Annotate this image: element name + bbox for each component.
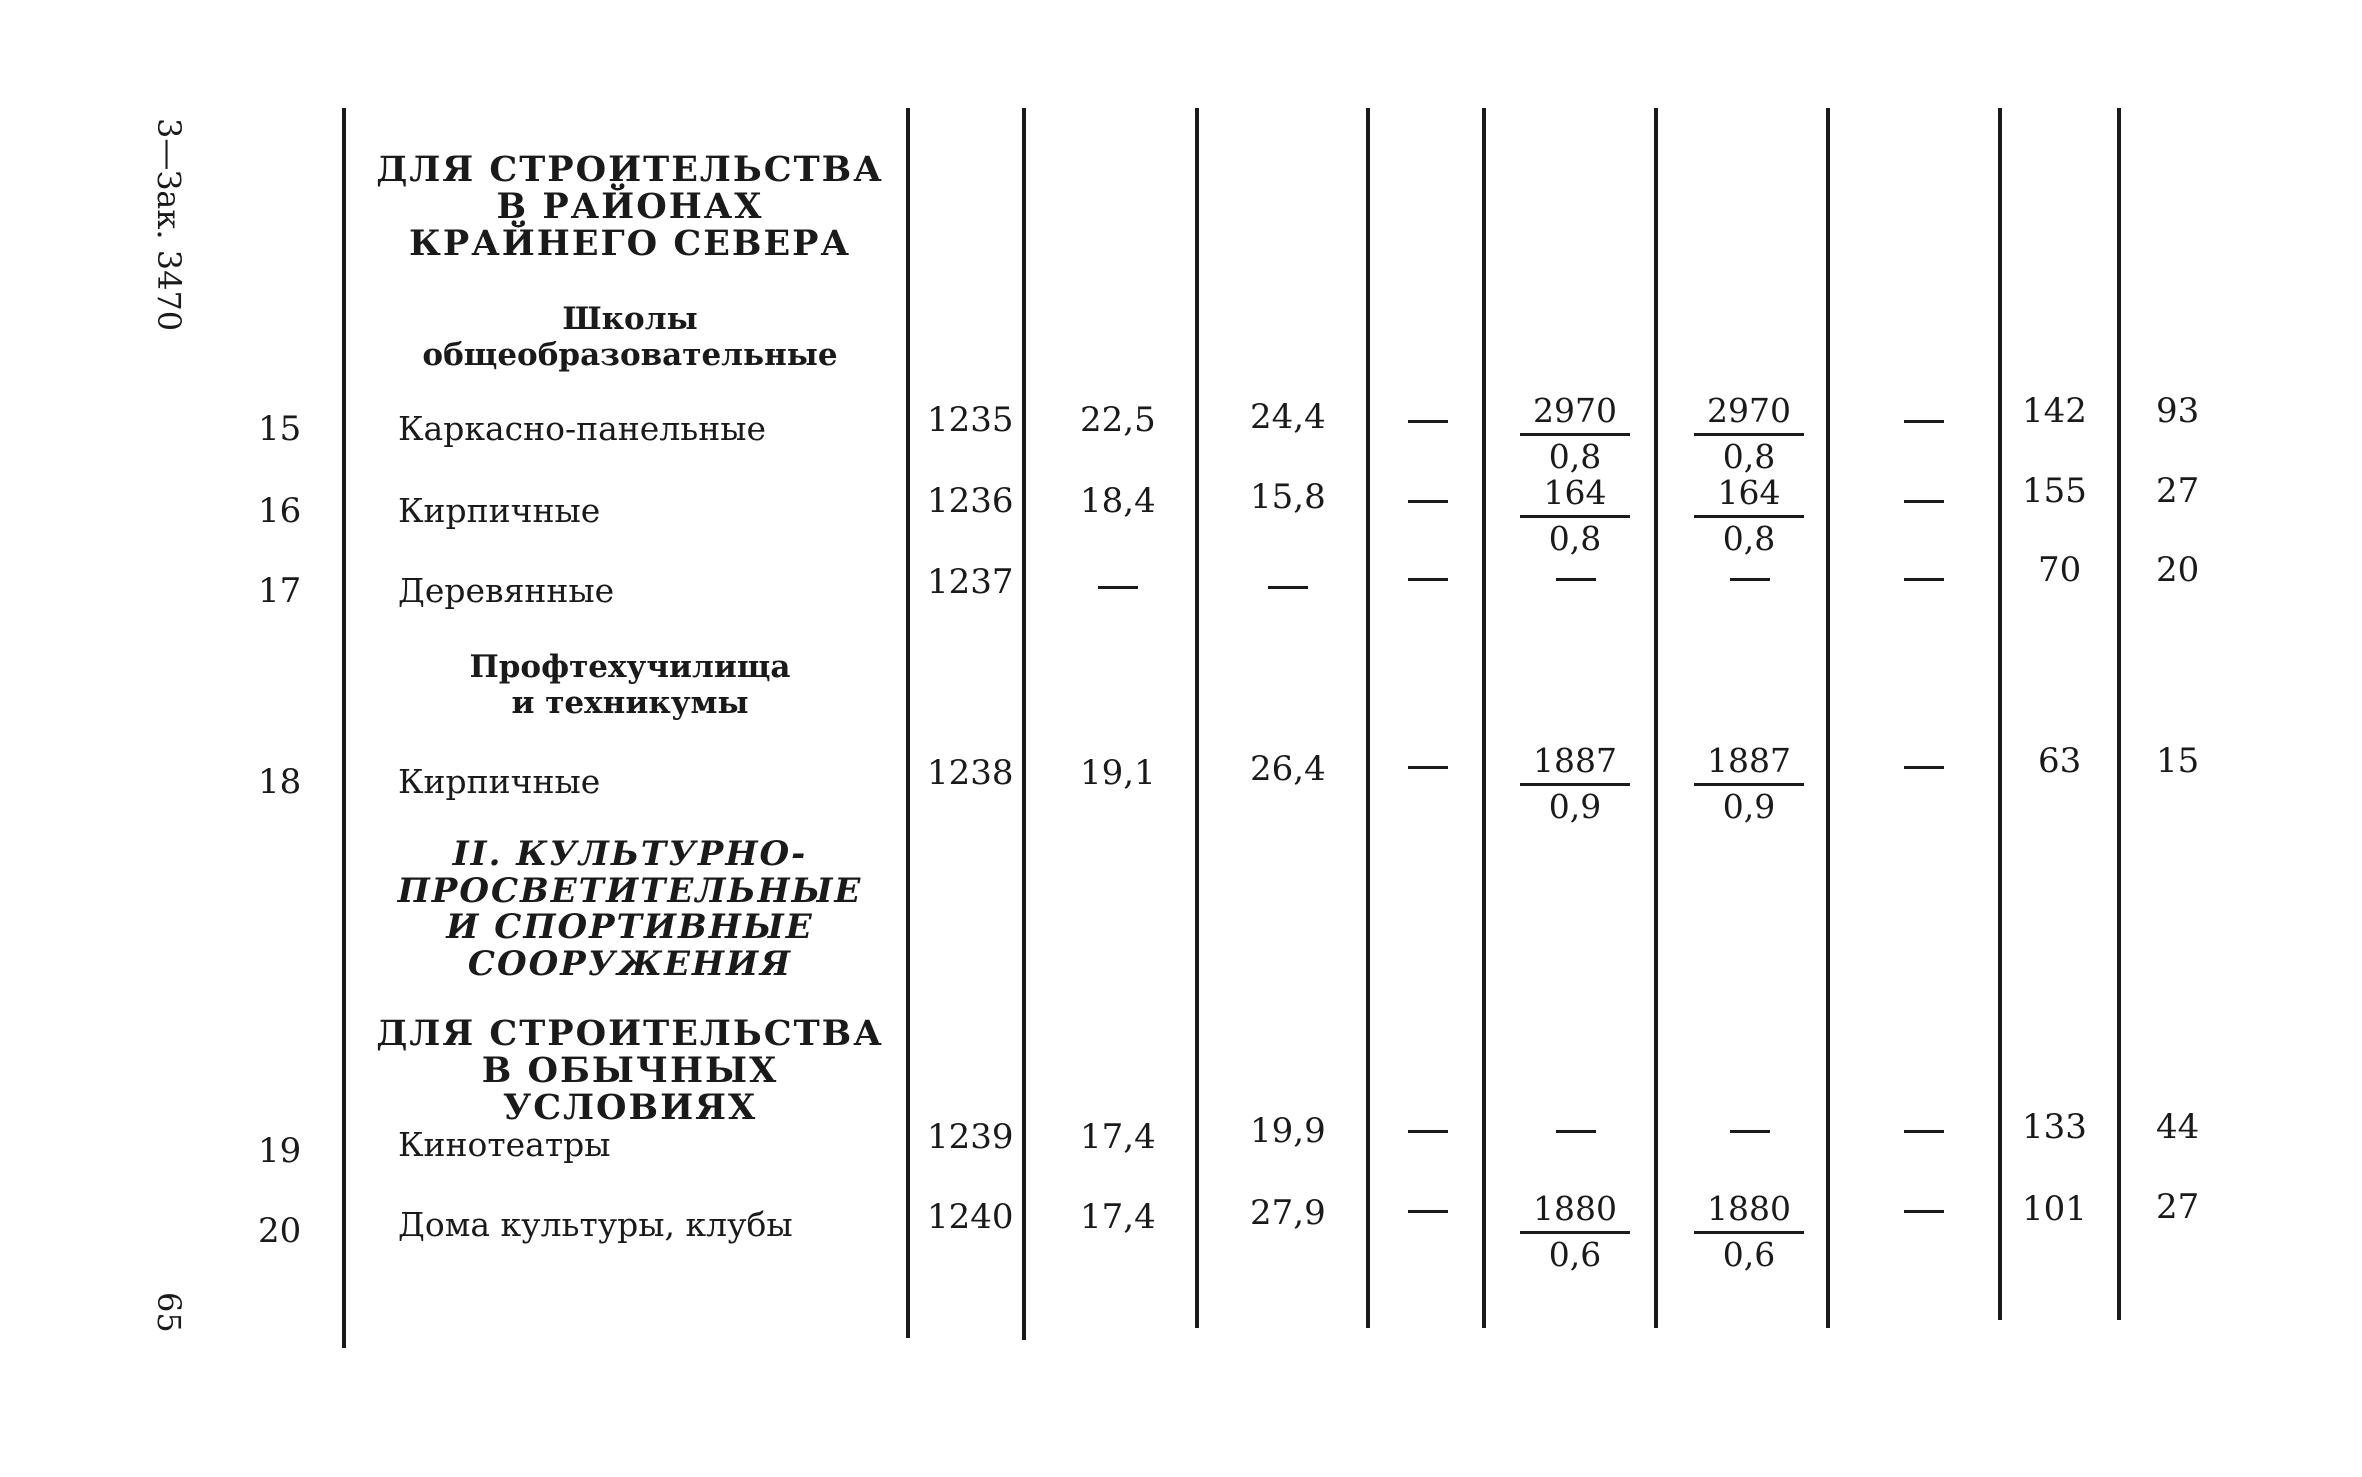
column-rule xyxy=(1826,108,1830,1328)
empty-dash xyxy=(1408,578,1448,581)
fraction-numerator: 2970 xyxy=(1533,391,1617,430)
section-header-north: ДЛЯ СТРОИТЕЛЬСТВА В РАЙОНАХ КРАЙНЕГО СЕВЕРА xyxy=(376,149,884,264)
fraction-denominator: 0,6 xyxy=(1548,1235,1602,1274)
empty-dash xyxy=(1408,500,1448,503)
row-value-8: 101 xyxy=(2022,1189,2087,1229)
empty-dash xyxy=(1904,420,1944,423)
column-rule xyxy=(1366,108,1370,1328)
fraction-value xyxy=(1520,473,1630,558)
row-name: Кинотеатры xyxy=(398,1125,611,1164)
fraction-denominator: 0,9 xyxy=(1722,787,1776,826)
empty-dash xyxy=(1268,586,1308,589)
row-value-2: 15,8 xyxy=(1250,477,1326,517)
column-rule xyxy=(2117,108,2121,1320)
fraction-denominator: 0,6 xyxy=(1722,1235,1776,1274)
row-number: 17 xyxy=(258,571,302,611)
row-value-2: 24,4 xyxy=(1250,397,1326,437)
row-value-1: 19,1 xyxy=(1080,753,1156,793)
empty-dash xyxy=(1730,1130,1770,1133)
row-code: 1237 xyxy=(927,562,1014,602)
row-value-1: 18,4 xyxy=(1080,481,1156,521)
row-number: 19 xyxy=(258,1131,302,1171)
row-name: Каркасно-панельные xyxy=(398,409,767,448)
fraction-value xyxy=(1694,391,1804,476)
row-value-8: 142 xyxy=(2022,391,2087,431)
empty-dash xyxy=(1904,578,1944,581)
row-value-1: 22,5 xyxy=(1080,400,1156,440)
group-header-schools: Школы общеобразовательные xyxy=(422,301,838,373)
row-value-1: 17,4 xyxy=(1080,1197,1156,1237)
fraction-numerator: 1880 xyxy=(1707,1189,1791,1228)
row-value-9: 27 xyxy=(2156,1187,2200,1227)
row-number: 18 xyxy=(258,762,302,802)
row-value-8: 63 xyxy=(2038,741,2082,781)
empty-dash xyxy=(1408,420,1448,423)
fraction-value xyxy=(1694,473,1804,558)
fraction-numerator: 164 xyxy=(1717,473,1781,512)
fraction-denominator: 0,8 xyxy=(1548,519,1602,558)
column-rule xyxy=(906,108,910,1338)
fraction-value xyxy=(1694,1189,1804,1274)
empty-dash xyxy=(1408,766,1448,769)
fraction-numerator: 1887 xyxy=(1533,741,1617,780)
fraction-denominator: 0,9 xyxy=(1548,787,1602,826)
row-value-9: 93 xyxy=(2156,391,2200,431)
row-code: 1239 xyxy=(927,1117,1014,1157)
row-name: Кирпичные xyxy=(398,491,601,530)
fraction-value xyxy=(1694,741,1804,826)
column-rule xyxy=(1998,108,2002,1320)
empty-dash xyxy=(1098,586,1138,589)
fraction-numerator: 164 xyxy=(1543,473,1607,512)
fraction-value xyxy=(1520,1189,1630,1274)
row-number: 20 xyxy=(258,1211,302,1251)
row-code: 1235 xyxy=(927,400,1014,440)
page-number: 65 xyxy=(150,1292,188,1333)
fraction-numerator: 2970 xyxy=(1707,391,1791,430)
fraction-value xyxy=(1520,391,1630,476)
side-label: 3—Зак. 3470 xyxy=(150,118,188,332)
row-name: Дома культуры, клубы xyxy=(398,1205,793,1244)
row-value-9: 44 xyxy=(2156,1107,2200,1147)
fraction-denominator: 0,8 xyxy=(1548,437,1602,476)
row-value-8: 70 xyxy=(2038,550,2082,590)
row-code: 1240 xyxy=(927,1197,1014,1237)
row-value-9: 15 xyxy=(2156,741,2200,781)
row-number: 15 xyxy=(258,409,302,449)
row-code: 1238 xyxy=(927,753,1014,793)
row-number: 16 xyxy=(258,491,302,531)
row-value-1: 17,4 xyxy=(1080,1117,1156,1157)
column-rule xyxy=(1482,108,1486,1328)
section-header-culture: II. КУЛЬТУРНО- ПРОСВЕТИТЕЛЬНЫЕ И СПОРТИВНЫЕ СООРУЖЕНИЯ xyxy=(397,834,863,985)
empty-dash xyxy=(1408,1130,1448,1133)
empty-dash xyxy=(1556,578,1596,581)
row-value-8: 155 xyxy=(2022,471,2087,511)
fraction-denominator: 0,8 xyxy=(1722,519,1776,558)
empty-dash xyxy=(1904,766,1944,769)
row-value-8: 133 xyxy=(2022,1107,2087,1147)
row-value-9: 27 xyxy=(2156,471,2200,511)
empty-dash xyxy=(1556,1130,1596,1133)
group-header-vocational: Профтехучилища и техникумы xyxy=(469,649,791,721)
row-value-2: 26,4 xyxy=(1250,749,1326,789)
column-rule xyxy=(342,108,346,1348)
row-value-2: 19,9 xyxy=(1250,1111,1326,1151)
section-header-normal: ДЛЯ СТРОИТЕЛЬСТВА В ОБЫЧНЫХ УСЛОВИЯХ xyxy=(376,1013,884,1128)
row-name: Кирпичные xyxy=(398,762,601,801)
fraction-numerator: 1880 xyxy=(1533,1189,1617,1228)
empty-dash xyxy=(1408,1210,1448,1213)
column-rule xyxy=(1654,108,1658,1328)
empty-dash xyxy=(1904,1210,1944,1213)
fraction-denominator: 0,8 xyxy=(1722,437,1776,476)
fraction-numerator: 1887 xyxy=(1707,741,1791,780)
column-rule xyxy=(1195,108,1199,1328)
column-rule xyxy=(1022,108,1026,1340)
row-value-9: 20 xyxy=(2156,550,2200,590)
empty-dash xyxy=(1730,578,1770,581)
empty-dash xyxy=(1904,500,1944,503)
fraction-value xyxy=(1520,741,1630,826)
row-code: 1236 xyxy=(927,481,1014,521)
row-name: Деревянные xyxy=(398,571,615,610)
row-value-2: 27,9 xyxy=(1250,1193,1326,1233)
empty-dash xyxy=(1904,1130,1944,1133)
